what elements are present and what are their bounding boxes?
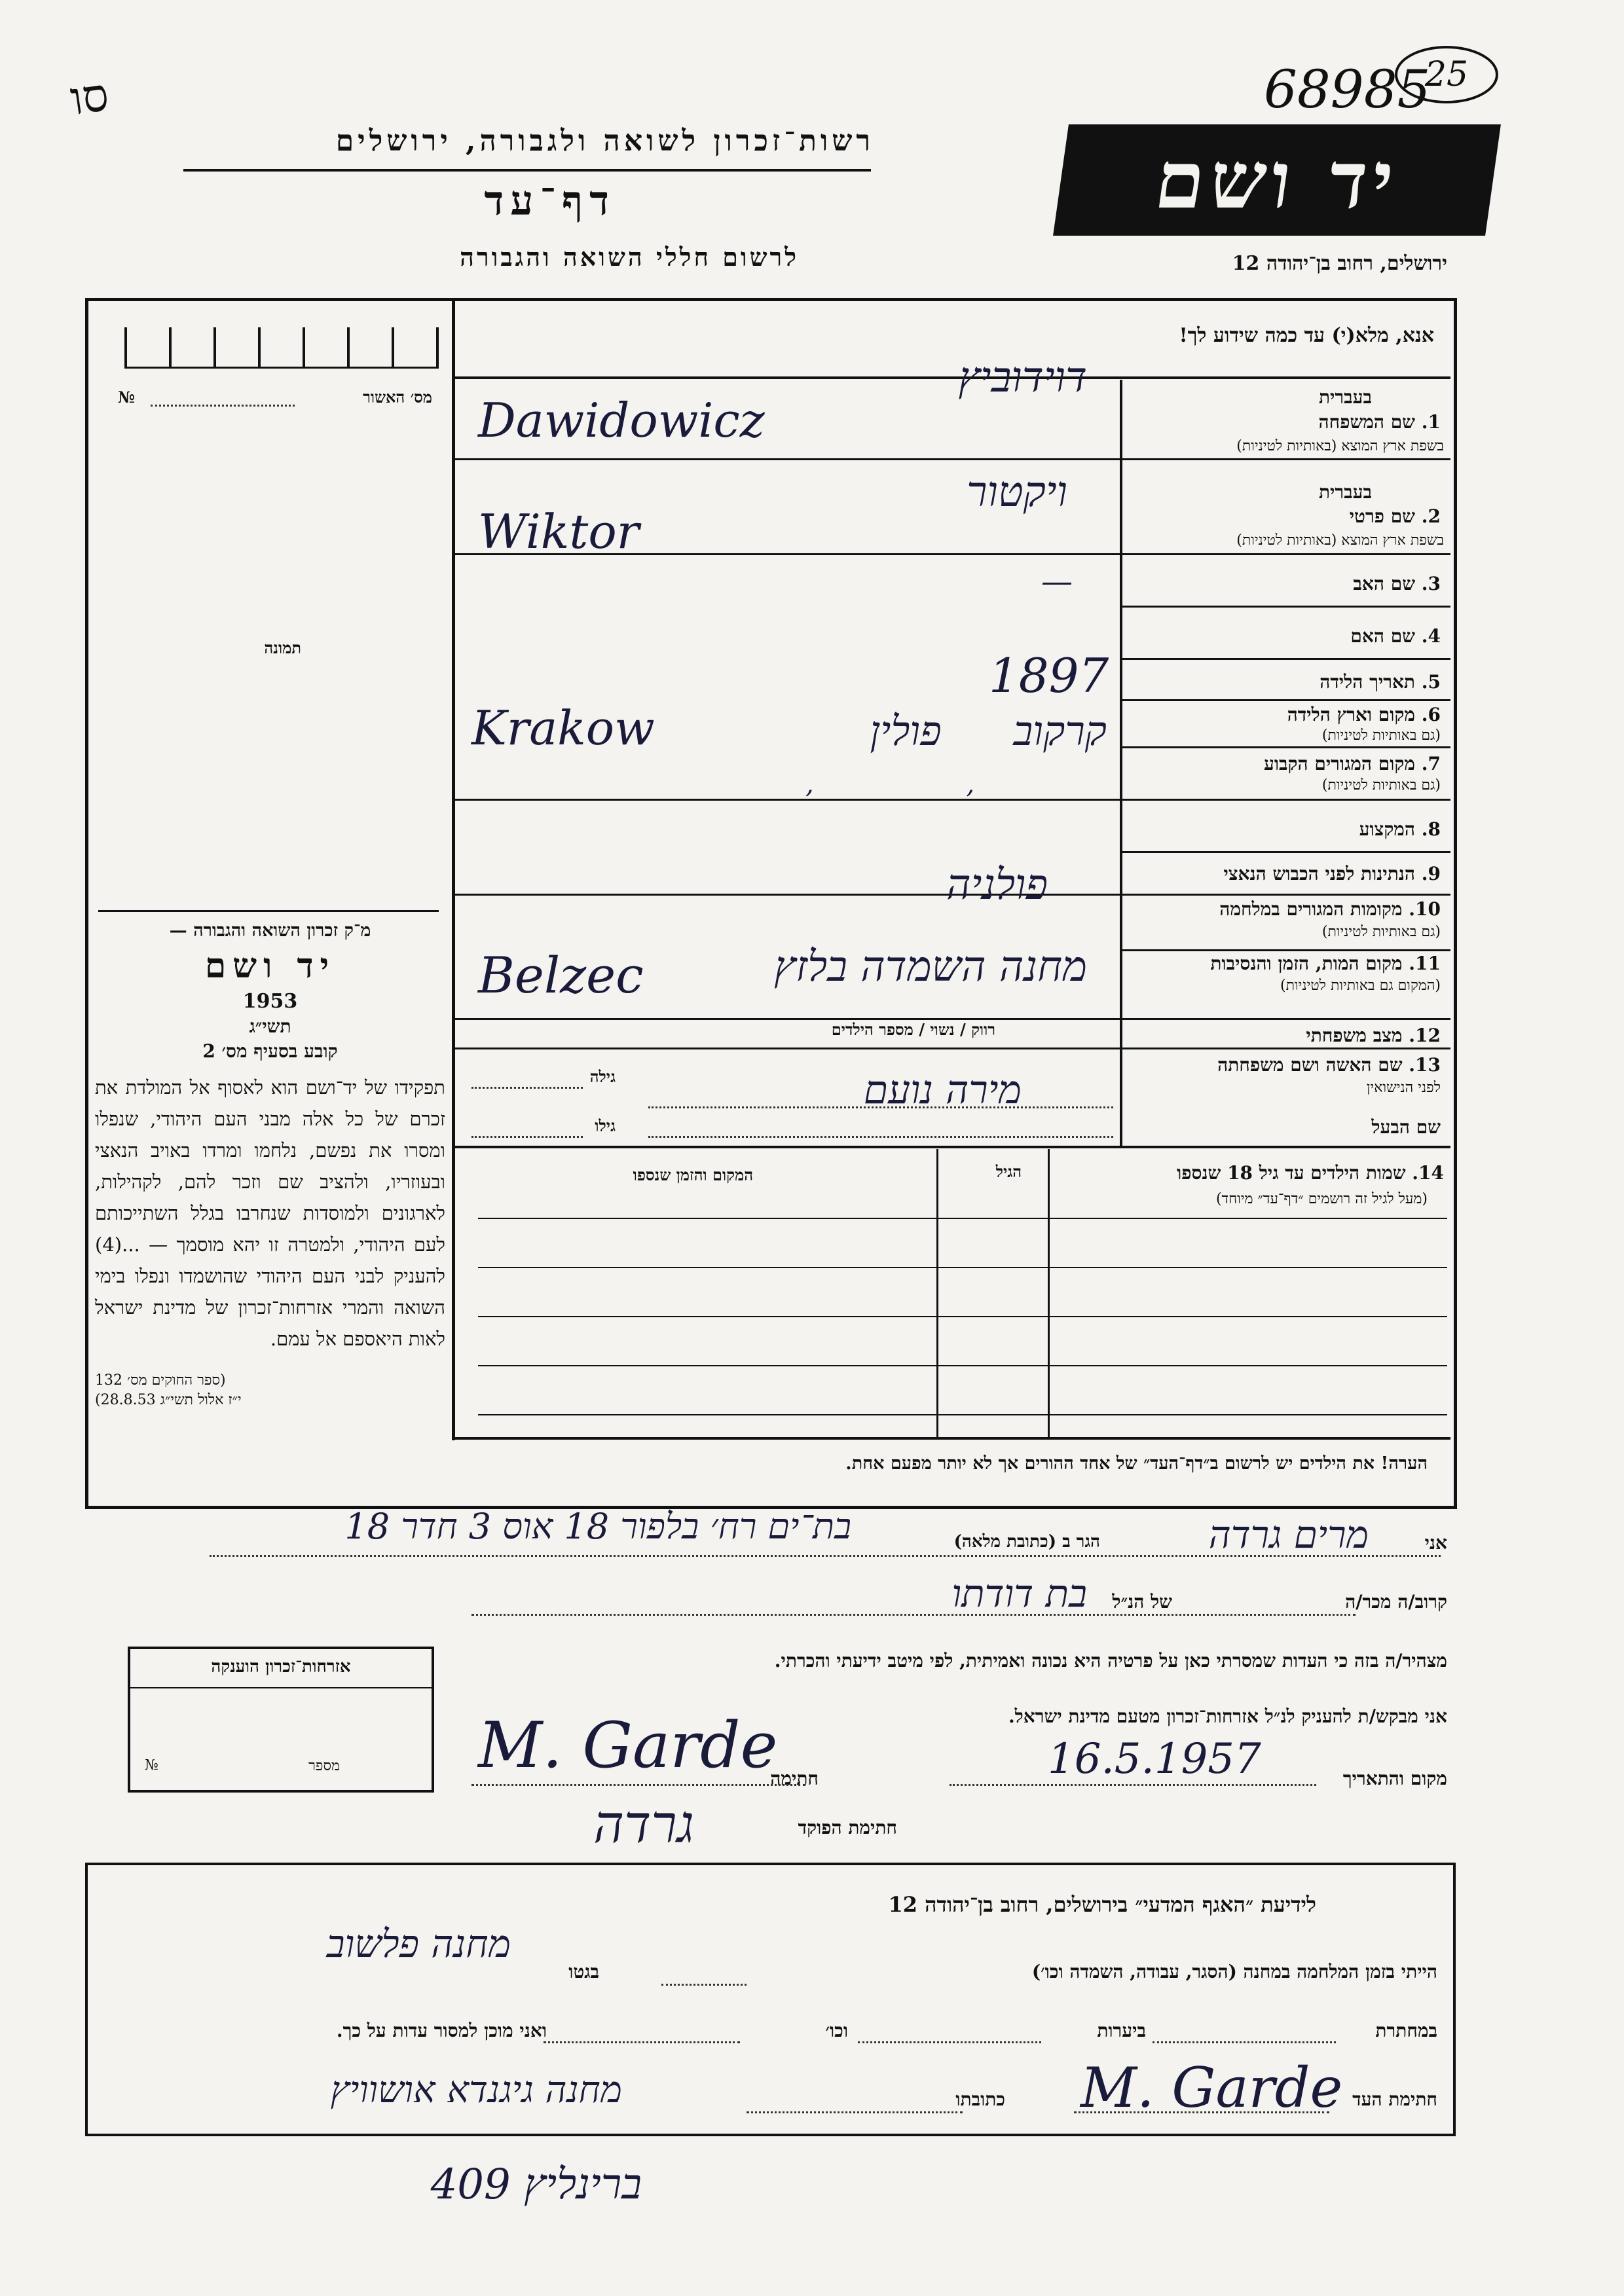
marital-status-options[interactable]: רווק / נשוי / מספר הילדים [831, 1020, 995, 1039]
field-11-value-lat[interactable]: Belzec [478, 946, 644, 1004]
field-13-label: 13. שם האשה ושם משפחתה [1217, 1054, 1441, 1076]
field-2-label: 2. שם פרטי [1349, 505, 1441, 527]
field-13-value[interactable]: מירה נועם [863, 1067, 1022, 1113]
official-signature-label: חתימת הפוקד [798, 1817, 897, 1838]
field-9-value[interactable]: פולניה [946, 861, 1048, 909]
children-row-rule-1 [478, 1267, 1447, 1268]
row-rule-10 [1120, 949, 1450, 951]
institution-name: רשות־זכרון לשואה ולגבורה, ירושלים [335, 124, 874, 158]
declaration-date[interactable]: 16.5.1957 [1048, 1735, 1261, 1783]
field-2-note: בשפת ארץ המוצא (באותיות לטיניות) [1236, 532, 1444, 549]
husband-name-field[interactable] [648, 1136, 1113, 1138]
field-8-label: 8. המקצוע [1359, 818, 1441, 840]
yad-vashem-logo [1053, 124, 1501, 236]
declarant-address-label: הגר ב (כתובת מלאה) [953, 1532, 1100, 1552]
children-col-place: המקום והזמן שנספו [633, 1165, 753, 1184]
law-panel [95, 917, 445, 1408]
law-source-2: י״ז אלול תשי״ג 28.8.53) [95, 1392, 242, 1408]
row-rule-12 [452, 1048, 1450, 1049]
field-9-label: 9. הנתינות לפני הכבוש הנאצי [1223, 863, 1441, 884]
signature-line [471, 1784, 805, 1786]
row-rule-8 [1120, 851, 1450, 853]
declarant-address-line [210, 1555, 1441, 1557]
row-rule-3 [1120, 606, 1450, 608]
corner-number: 25 [1424, 55, 1469, 94]
law-section: קובע בסעיף מס׳ 2 [202, 1040, 338, 1062]
children-note: (מעל לגיל זה רושמים ״דף־עד״ מיוחד) [1215, 1191, 1428, 1207]
field-7-label: 7. מקום המגורים הקבוע [1264, 753, 1441, 774]
field-13-note: לפני הנישואין [1366, 1080, 1441, 1096]
declarant-name[interactable]: מרים גרדה [1208, 1512, 1369, 1557]
declarant-signature[interactable]: M. Garde [478, 1709, 778, 1782]
footer-forest-line [858, 2041, 1041, 2043]
photo-label: תמונה [264, 638, 301, 657]
left-column-divider [452, 301, 455, 1440]
relation-line [471, 1614, 1356, 1616]
field-6-note: (גם באותיות לטיניות) [1321, 727, 1441, 744]
relation-value[interactable]: בת דודתו [951, 1571, 1087, 1616]
row-rule-5 [1120, 699, 1450, 701]
law-year-heb: תשי״ג [249, 1015, 291, 1037]
row-rule-1 [452, 458, 1450, 460]
declaration-text: מצהיר/ה בזה כי העדות שמסרתי כאן על פרטיה היא נכונה ואמיתית, לפי מיטב ידיעתי והכרתי. [774, 1650, 1447, 1671]
field-1-hebrew-tag: בעברית [1318, 386, 1372, 408]
children-head-rule [478, 1218, 1447, 1219]
field-7-value[interactable]: , , [805, 769, 975, 799]
field-5-value[interactable]: 1897 [989, 648, 1109, 703]
signature-label: חתימה [770, 1768, 819, 1789]
children-row-rule-2 [478, 1316, 1447, 1317]
request-text: אני מבקש/ת להעניק לנ״ל אזרחות־זכרון מטעם מדינת ישראל. [1008, 1705, 1447, 1727]
footer-title: לידיעת ״האגף המדעי״ בירושלים, רחוב בן־יהודה 12 [888, 1892, 1316, 1917]
field-2-value-heb[interactable]: ויקטור [967, 468, 1067, 517]
footer-in-label: בגטו [568, 1961, 599, 1982]
footer-address-label: כתובתו [955, 2088, 1005, 2110]
citizenship-number-label: מספר [308, 1758, 340, 1774]
row-rule-13 [452, 1146, 1450, 1148]
law-source-1: (ספר החוקים מס׳ 132 [95, 1372, 226, 1389]
footer-etc-line [544, 2041, 740, 2043]
date-line [950, 1784, 1316, 1786]
footer-address-line [747, 2111, 963, 2113]
footer-handwritten-extra[interactable]: מחנה גיגנדא אושוויץ [330, 2069, 622, 2111]
form-subtitle: לרשום חללי השואה והגבורה [460, 242, 799, 272]
field-10-label: 10. מקומות המגורים במלחמה [1219, 898, 1441, 920]
law-year-greg: 1953 [242, 990, 298, 1013]
law-top-rule [98, 910, 439, 912]
address: ירושלים, רחוב בן־יהודה 12 [1232, 252, 1447, 275]
children-col-divider-2 [936, 1149, 938, 1437]
citizenship-box-title: אזרחות־זכרון הוענקה [211, 1657, 351, 1677]
footer-ready-label: ואני מוכן למסור עדות על כך. [336, 2020, 547, 2041]
approval-tick-bar [124, 327, 439, 369]
footer-camp-line [661, 1984, 747, 1986]
row-rule-6 [1120, 746, 1450, 748]
remark: הערה! את הילדים יש לרשום ב״דף־העד״ של אחד ההורים אך לא יותר מפעם אחת. [845, 1453, 1428, 1474]
declarant-address[interactable]: בת־ים רח׳ בלפור 18 אוס 3 חדר 18 [344, 1506, 851, 1547]
approval-no-symbol: № [118, 388, 136, 407]
field-12-label: 12. מצב משפחתי [1306, 1025, 1441, 1046]
field-2-value-lat[interactable]: Wiktor [478, 504, 640, 559]
footer-underground-line [1153, 2041, 1336, 2043]
place-date-label: מקום והתאריך [1342, 1768, 1447, 1789]
children-col-age: הגיל [995, 1162, 1022, 1181]
husband-age-field[interactable] [471, 1136, 583, 1138]
field-6-value-lat[interactable]: Krakow [471, 701, 655, 756]
field-1-value-heb[interactable]: דוידוביץ [958, 354, 1087, 402]
field-3-value[interactable]: — [1041, 563, 1073, 600]
approval-number-field[interactable] [151, 405, 295, 407]
form-title: דף־עד [484, 177, 616, 225]
corner-mark: סו [67, 67, 112, 126]
wife-age-label: גילה [589, 1067, 616, 1086]
wife-age-field[interactable] [471, 1087, 583, 1089]
remark-top-rule [452, 1437, 1450, 1440]
field-6-label: 6. מקום וארץ הלידה [1287, 704, 1441, 725]
law-text: תפקידו של יד־ושם הוא לאסוף אל המולדת את זכרם של כל אלה מבני העם היהודי, שנפלו ומסרו את נפשם, נלחמו ומרדו באויב הנאצי ובעוזריו, ולהציב שם וזכר להם, לקהילות, לארגונים ולמוסדות שנחרבו בגלל השתייכותם לעם היהודי, ולמטרה זו יהא מוסמך — ...(4) להעניק לבני העם היהודי שהושמדו ונפלו בימי השואה והמרי אזרחות־זכרון של מדינת ישראל לאות היאספם אל עמם. [95, 1076, 445, 1350]
field-5-label: 5. תאריך הלידה [1320, 671, 1441, 693]
label-column-divider [1120, 380, 1122, 1146]
husband-age-label: גילו [595, 1116, 616, 1135]
bottom-note: ברינליץ 409 [430, 2160, 642, 2209]
children-col-divider-1 [1048, 1149, 1050, 1437]
citizenship-box [128, 1647, 434, 1793]
approval-number-label: מס׳ האשור [363, 388, 432, 407]
field-1-note: בשפת ארץ המוצא (באותיות לטיניות) [1236, 438, 1444, 454]
children-row-rule-4 [478, 1414, 1447, 1415]
field-11-value-heb[interactable]: מחנה השמדה בלזץ [773, 943, 1087, 991]
logo-text: יד ושם [1149, 134, 1405, 227]
instructions: אנא, מלא(י) עד כמה שידוע לך! [1179, 324, 1434, 347]
corner-number-circle [1395, 46, 1498, 103]
footer-etc-label: וכו׳ [825, 2020, 848, 2041]
field-3-label: 3. שם האב [1353, 573, 1441, 594]
official-signature[interactable]: גרדה [593, 1794, 694, 1855]
instructions-rule [452, 376, 1450, 379]
field-11-note: (המקום גם באותיות לטיניות) [1280, 977, 1441, 994]
relation-label: קרוב/ה מכר/ה [1345, 1591, 1447, 1613]
children-row-rule-3 [478, 1365, 1447, 1366]
declarant-i-label: אני [1424, 1532, 1447, 1554]
footer-witness-signature[interactable]: M. Garde [1080, 2056, 1343, 2120]
field-7-note: (גם באותיות לטיניות) [1321, 777, 1441, 793]
husband-label: שם הבעל [1371, 1116, 1441, 1138]
field-4-label: 4. שם האם [1350, 625, 1441, 647]
field-2-hebrew-tag: בעברית [1318, 481, 1372, 503]
children-label: 14. שמות הילדים עד גיל 18 שנספו [1177, 1162, 1444, 1184]
institution-underline [183, 169, 871, 172]
footer-was-label: הייתי בזמן המלחמה במחנה (הסגר, עבודה, השמדה וכו׳) [1031, 1961, 1437, 1982]
row-rule-4 [1120, 658, 1450, 660]
citizenship-no-symbol: № [145, 1757, 158, 1774]
footer-witness-line [1074, 2111, 1329, 2113]
field-6-value-heb[interactable]: קרקוב פולין [870, 707, 1107, 755]
field-1-value-lat[interactable]: Dawidowicz [478, 393, 765, 448]
footer-witness-sig-label: חתימת העד [1352, 2088, 1437, 2110]
footer-camp-value[interactable]: מחנה פלשוב [326, 1922, 511, 1966]
field-1-label: 1. שם המשפחה [1318, 411, 1441, 433]
wife-name-field[interactable] [648, 1106, 1113, 1108]
field-10-note: (גם באותיות לטיניות) [1321, 924, 1441, 940]
law-name: יד ושם [204, 946, 336, 986]
relation-of-label: של הנ״ל [1112, 1591, 1172, 1613]
footer-underground-label: במחתרת [1375, 2020, 1437, 2041]
field-11-label: 11. מקום המות, הזמן והנסיבות [1210, 953, 1441, 974]
footer-forest-label: ביערות [1097, 2020, 1146, 2041]
file-number: 68985 [1264, 59, 1431, 120]
law-title: מ־ק זכרון השואה והגבורה — [169, 920, 371, 941]
